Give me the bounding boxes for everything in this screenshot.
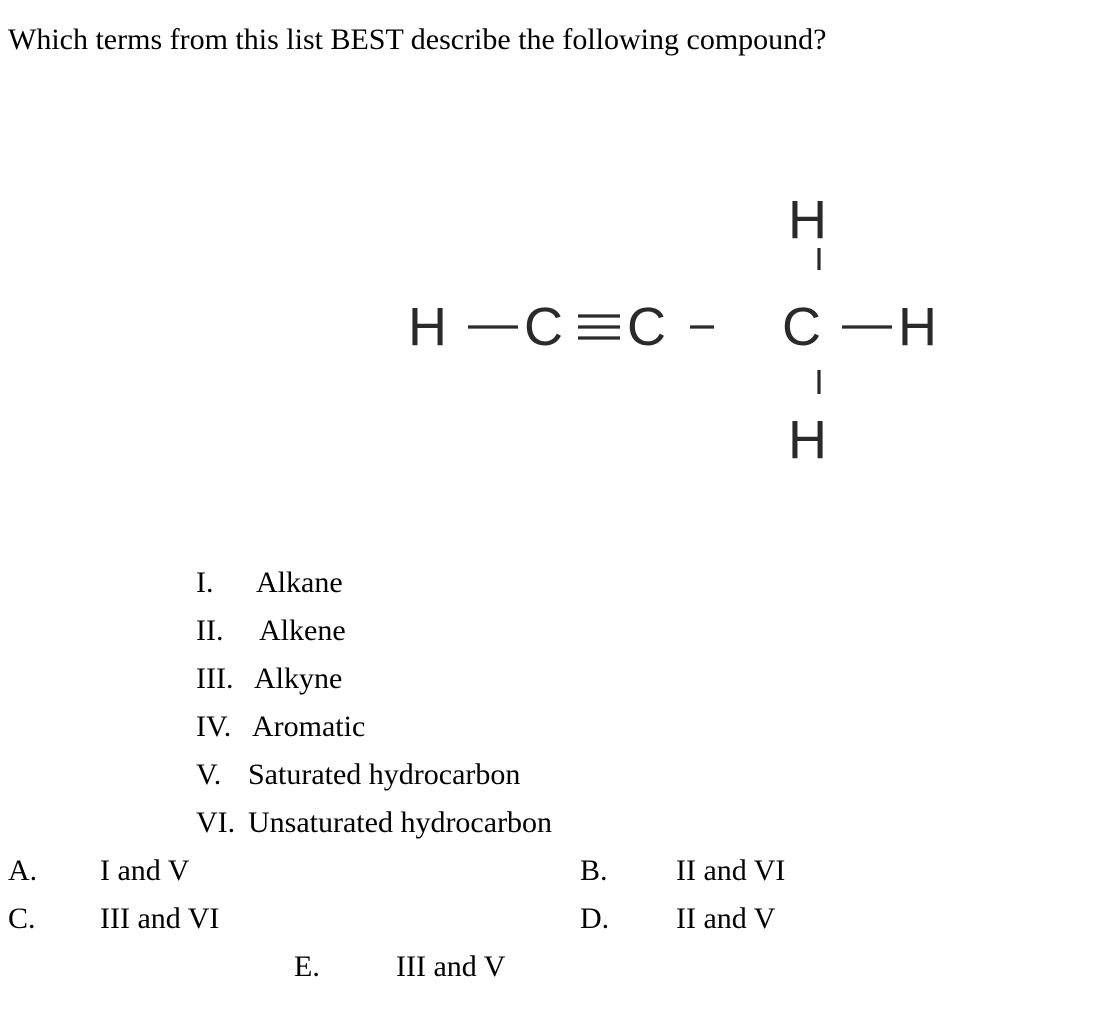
choice-e-letter: E.	[294, 950, 320, 983]
choice-a-text: I and V	[100, 854, 190, 887]
term-label: Saturated hydrocarbon	[248, 758, 521, 791]
atom-h-left: H	[408, 297, 447, 357]
term-item-1	[196, 565, 343, 601]
atom-c-3: C	[782, 297, 821, 357]
term-label: Alkene	[259, 614, 346, 647]
choice-b-text: II and VI	[676, 854, 786, 887]
choice-d-letter: D.	[580, 902, 610, 935]
choice-c-letter: C.	[8, 902, 36, 935]
structural-formula	[390, 150, 1010, 480]
choice-c-text: III and VI	[100, 902, 220, 935]
term-item-4	[196, 709, 365, 745]
choice-a-letter: A.	[8, 854, 38, 887]
choice-d-text: II and V	[676, 902, 776, 935]
term-numeral: VI.	[196, 806, 236, 839]
atom-c-1: C	[524, 297, 563, 357]
atom-h-bottom: H	[788, 410, 827, 470]
term-label: Aromatic	[252, 710, 366, 743]
term-label: Alkane	[256, 566, 343, 599]
atom-c-2: C	[627, 297, 666, 357]
atom-h-top: H	[788, 190, 827, 250]
choice-e-text: III and V	[396, 950, 506, 983]
question-text: Which terms from this list BEST describe the following compound?	[8, 23, 827, 56]
atom-h-right: H	[898, 297, 937, 357]
term-numeral: I.	[196, 566, 214, 599]
term-item-6	[196, 805, 552, 841]
term-item-2	[196, 613, 346, 649]
term-item-5	[196, 757, 520, 793]
term-label: Alkyne	[254, 662, 343, 695]
term-numeral: V.	[196, 758, 222, 791]
term-item-3	[196, 661, 342, 697]
term-numeral: II.	[196, 614, 224, 647]
term-numeral: IV.	[196, 710, 232, 743]
choice-b-letter: B.	[580, 854, 608, 887]
term-numeral: III.	[196, 662, 234, 695]
term-label: Unsaturated hydrocarbon	[248, 806, 553, 839]
